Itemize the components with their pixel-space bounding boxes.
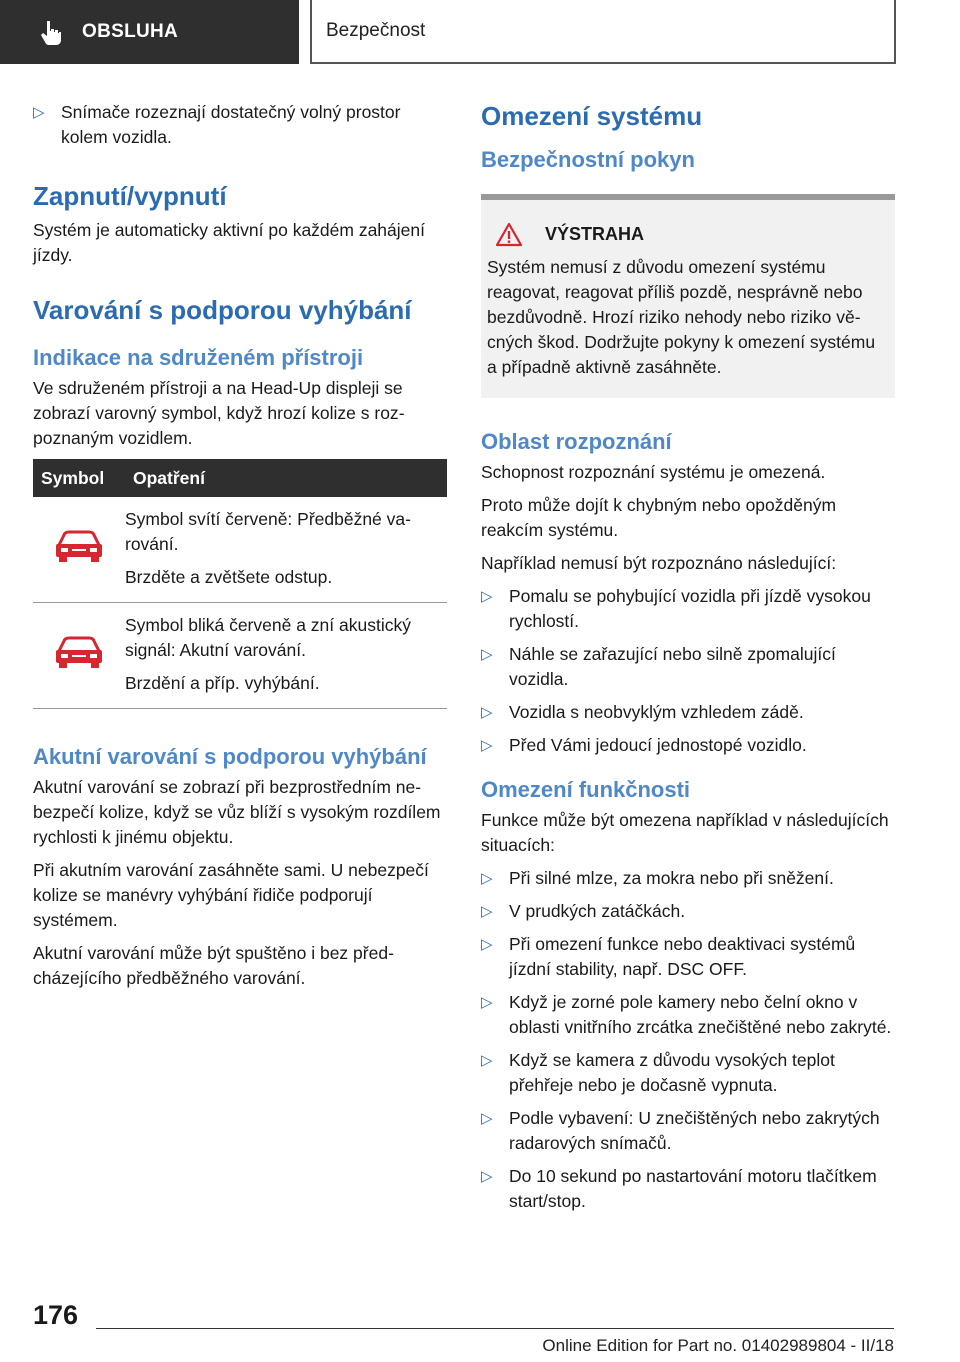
heading-function: Omezení funkčnosti [481,777,691,802]
list-item-text: Před Vámi jedoucí jednostopé vozidlo. [509,735,807,755]
warning-title-row [487,222,889,247]
list-item-text: Při omezení funkce nebo deaktivaci systémů jízdní stability, např. DSC OFF. [509,934,856,979]
paragraph-acute-1: Akutní varování se zobrazí při bezprostředním nebezpečí kolize, když se vůz blíží s vysokým rozdílem rychlosti k jinému objektu. [33,777,441,847]
table-row [33,603,447,709]
triangle-bullet-icon: ▷ [481,704,493,721]
col-action-header: Opatření [125,459,447,497]
triangle-bullet-icon: ▷ [481,903,493,920]
list-item [481,733,895,758]
list-item-text: Do 10 sekund po nastartování motoru tlačítkem start/stop. [509,1166,877,1211]
heading-acute: Akutní varování s podporou vyhýbání [33,744,427,769]
intro-list [33,100,447,150]
triangle-bullet-icon: ▷ [481,994,493,1011]
warning-text: Systém nemusí z důvodu omezení systému reagovat, reagovat příliš pozdě, nesprávně nebo bezdůvodně. Hrozí riziko nehody nebo riziko věcných škod. Dodržujte pokyny k omezení systému a případně aktivně zasáhněte. [487,257,876,377]
symbol-cell [33,497,125,603]
footer-divider [96,1328,894,1329]
warning-box [481,194,895,398]
col-symbol-header: Symbol [33,459,125,497]
page-header [0,0,960,66]
table-row [33,497,447,603]
heading-safety: Bezpečnostní pokyn [481,147,695,172]
list-item-text: Při silné mlze, za mokra nebo při sněžení. [509,868,834,888]
heading-detection: Oblast rozpoznání [481,429,672,454]
list-item [33,100,447,150]
list-item-text: Když je zorné pole kamery nebo čelní okno v oblasti vnitřního zrcátka znečištěné nebo zakryté. [509,992,892,1037]
paragraph-function: Funkce může být omezena například v následujících situacích: [481,810,889,855]
warning-heading: VÝSTRAHA [545,224,645,244]
action-text: Symbol svítí červeně: Předběžné varování. [125,509,411,554]
triangle-bullet-icon: ▷ [481,870,493,887]
detection-list [481,584,895,758]
chapter-label: Bezpečnost [326,20,426,41]
page-number: 176 [33,1300,79,1330]
action-text: Brzděte a zvětšete odstup. [125,567,333,587]
edition-text: Online Edition for Part no. 01402989804 - II/18 [542,1336,894,1355]
triangle-bullet-icon: ▷ [481,588,493,605]
warning-triangle-icon [495,222,523,247]
paragraph-detection-2: Proto může dojít k chybným nebo opožděným reakcím systému. [481,495,837,540]
car-warning-icon [53,633,105,671]
list-item-text: Snímače rozeznají dostatečný volný prostor kolem vozidla. [61,102,401,147]
triangle-bullet-icon: ▷ [481,1168,493,1185]
hand-pointer-icon [38,19,64,45]
list-item [481,1048,895,1098]
action-cell [125,603,447,709]
chapter-box[interactable] [310,0,896,64]
triangle-bullet-icon: ▷ [33,104,45,121]
paragraph-indication: Ve sdruženém přístroji a na Head-Up displeji se zobrazí varovný symbol, když hrozí kolize s rozpoznaným vozidlem. [33,378,405,448]
paragraph-acute-3: Akutní varování může být spuštěno i bez předcházejícího předběžného varování. [33,943,394,988]
paragraph-detection-3: Například nemusí být rozpoznáno následující: [481,553,837,573]
triangle-bullet-icon: ▷ [481,737,493,754]
section-label: OBSLUHA [82,21,179,42]
list-item-text: V prudkých zatáčkách. [509,901,686,921]
action-text: Brzdění a příp. vyhýbání. [125,673,320,693]
list-item [481,1106,895,1156]
triangle-bullet-icon: ▷ [481,646,493,663]
function-list [481,866,895,1214]
list-item-text: Podle vybavení: U znečištěných nebo zakrytých radarových snímačů. [509,1108,880,1153]
symbol-cell [33,603,125,709]
list-item-text: Náhle se zařazující nebo silně zpomalující vozidla. [509,644,836,689]
list-item [481,990,895,1040]
car-warning-icon [53,527,105,565]
paragraph-acute-2: Při akutním varování zasáhněte sami. U nebezpečí kolize se manévry vyhýbání řidiče podporují systémem. [33,860,429,930]
section-tab[interactable] [0,0,299,64]
triangle-bullet-icon: ▷ [481,1110,493,1127]
heading-limits: Omezení systému [481,101,703,131]
heading-warning: Varování s podporou vyhýbání [33,295,412,325]
triangle-bullet-icon: ▷ [481,936,493,953]
heading-indication: Indikace na sdruženém přístroji [33,345,364,370]
list-item-text: Pomalu se pohybující vozidla při jízdě vysokou rychlostí. [509,586,871,631]
paragraph-onoff: Systém je automaticky aktivní po každém zahájení jízdy. [33,220,425,265]
list-item-text: Když se kamera z důvodu vysokých teplot přehřeje nebo je dočasně vypnuta. [509,1050,835,1095]
list-item [481,899,895,924]
list-item [481,932,895,982]
table-header-row [33,459,447,497]
list-item-text: Vozidla s neobvyklým vzhledem zádě. [509,702,804,722]
action-cell [125,497,447,603]
heading-onoff: Zapnutí/vypnutí [33,181,227,211]
list-item [481,700,895,725]
triangle-bullet-icon: ▷ [481,1052,493,1069]
right-column [481,100,895,1222]
list-item [481,642,895,692]
action-text: Symbol bliká červeně a zní akustický signál: Akutní varování. [125,615,411,660]
list-item [481,584,895,634]
list-item [481,1164,895,1214]
left-column [33,100,447,999]
paragraph-detection-1: Schopnost rozpoznání systému je omezená. [481,462,826,482]
list-item [481,866,895,891]
symbol-table [33,459,447,709]
